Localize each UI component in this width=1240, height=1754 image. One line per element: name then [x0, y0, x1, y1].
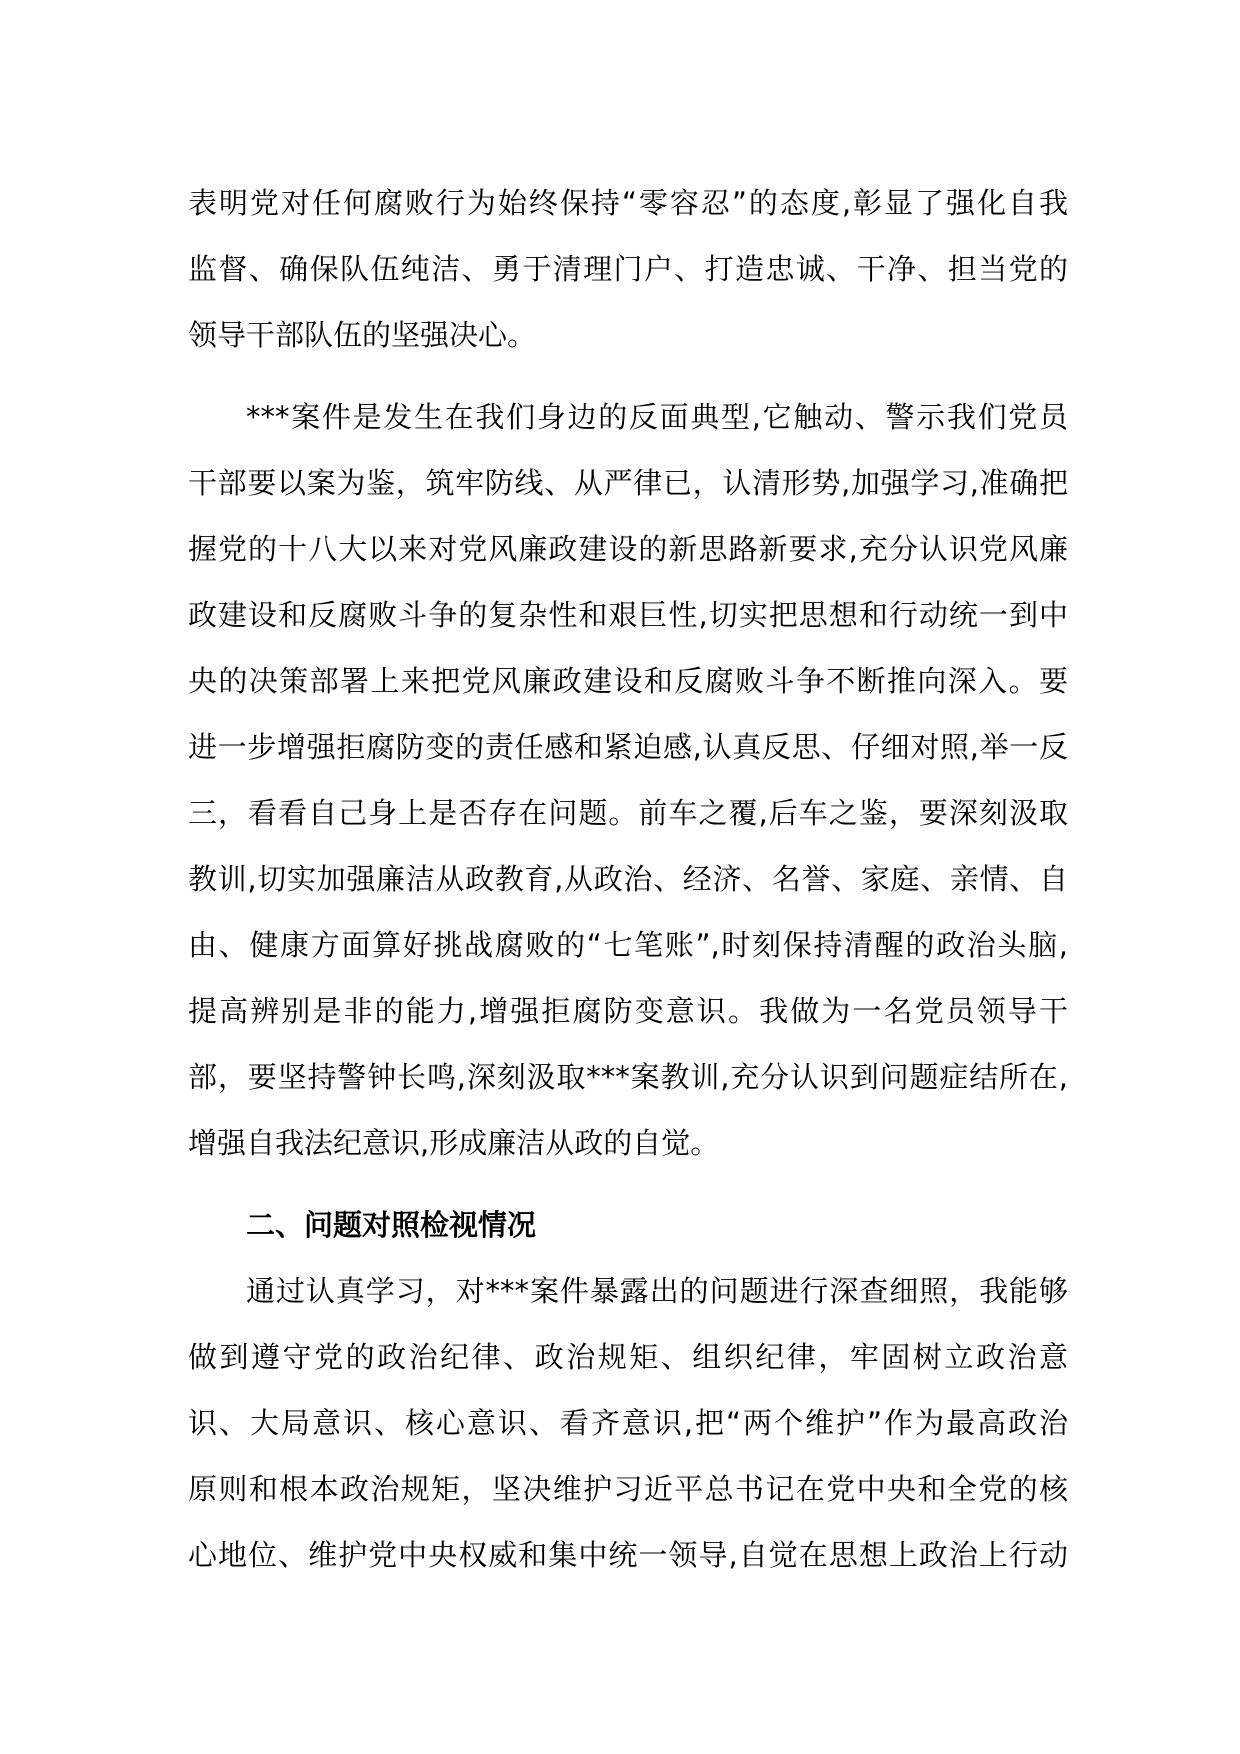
paragraph-line: 教训,切实加强廉洁从政教育,从政治、经济、名誉、家庭、亲情、自: [188, 862, 1068, 896]
section-heading: [188, 1192, 1068, 1258]
paragraph-line: 握党的十八大以来对党风廉政建设的新思路新要求,充分认识党风廉: [188, 532, 1068, 566]
section-heading-text: 二、问题对照检视情况: [246, 1208, 537, 1242]
paragraph-line: 政建设和反腐败斗争的复杂性和艰巨性,切实把思想和行动统一到中: [188, 598, 1068, 632]
paragraph-1: [188, 170, 1068, 368]
paragraph-3: [188, 1258, 1068, 1588]
paragraph-line: 通过认真学习，对***案件暴露出的问题进行深查细照，我能够: [246, 1274, 1068, 1308]
paragraph-line: ***案件是发生在我们身边的反面典型,它触动、警示我们党员: [246, 400, 1068, 434]
paragraph-line: 进一步增强拒腐防变的责任感和紧迫感,认真反思、仔细对照,举一反: [188, 730, 1068, 764]
paragraph-line: 央的决策部署上来把党风廉政建设和反腐败斗争不断推向深入。要: [188, 664, 1068, 698]
paragraph-2: [188, 384, 1068, 1176]
document-page: [188, 170, 1068, 1588]
paragraph-line: 原则和根本政治规矩，坚决维护习近平总书记在党中央和全党的核: [188, 1472, 1068, 1506]
paragraph-line: 三，看看自己身上是否存在问题。前车之覆,后车之鉴，要深刻汲取: [188, 796, 1068, 830]
paragraph-line: 由、健康方面算好挑战腐败的“七笔账”,时刻保持清醒的政治头脑,: [188, 928, 1068, 962]
paragraph-line: 识、大局意识、核心意识、看齐意识,把“两个维护”作为最高政治: [188, 1406, 1068, 1440]
paragraph-line: 领导干部队伍的坚强决心。: [188, 318, 537, 352]
paragraph-line: 做到遵守党的政治纪律、政治规矩、组织纪律，牢固树立政治意: [188, 1340, 1068, 1374]
paragraph-line: 提高辨别是非的能力,增强拒腐防变意识。我做为一名党员领导干: [188, 994, 1068, 1028]
paragraph-line: 部，要坚持警钟长鸣,深刻汲取***案教训,充分认识到问题症结所在,: [188, 1060, 1068, 1094]
paragraph-line: 监督、确保队伍纯洁、勇于清理门户、打造忠诚、干净、担当党的: [188, 252, 1068, 286]
paragraph-line: 干部要以案为鉴，筑牢防线、从严律已，认清形势,加强学习,准确把: [188, 466, 1068, 500]
paragraph-line: 表明党对任何腐败行为始终保持“零容忍”的态度,彰显了强化自我: [188, 186, 1068, 220]
paragraph-line: 增强自我法纪意识,形成廉洁从政的自觉。: [188, 1126, 720, 1160]
paragraph-line: 心地位、维护党中央权威和集中统一领导,自觉在思想上政治上行动: [188, 1538, 1068, 1572]
